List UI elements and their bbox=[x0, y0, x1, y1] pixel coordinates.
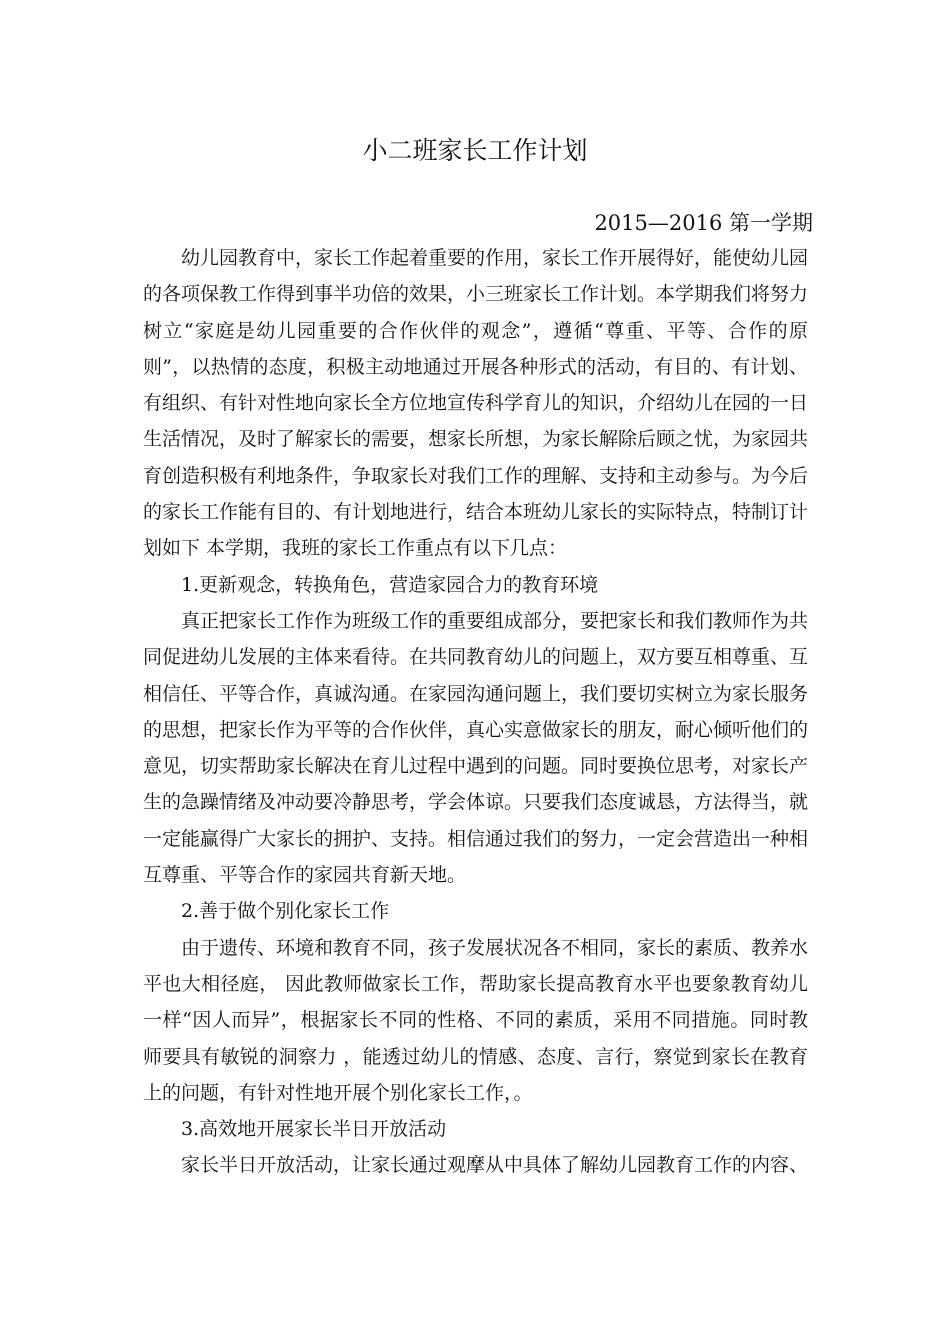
paragraph-section-2: 由于遗传、环境和教育不同，孩子发展状况各不相同，家长的素质、教养水平也大相径庭， 因此教师做家长工作，帮助家长提高教育水平也要象教育幼儿一样“因人而异”，根据家长不同的性格、不同的素质，采用不同措施。同时教师要具有敏锐的洞察力 ，能透过幼儿的情感、态度、言行，察觉到家长在教育上的问题，有针对性地开展个别化家长工作，。 bbox=[143, 936, 809, 1104]
section-heading-3: 3.高效地开展家长半日开放活动 bbox=[181, 1118, 447, 1141]
term-label: 2015—2016 第一学期 bbox=[594, 211, 813, 235]
page-title: 小二班家长工作计划 bbox=[362, 136, 588, 165]
paragraph-section-1: 真正把家长工作作为班级工作的重要组成部分，要把家长和我们教师作为共同促进幼儿发展的主体来看待。在共同教育幼儿的问题上，双方要互相尊重、互相信任、平等合作，真诚沟通。在家园沟通问题上，我们要切实树立为家长服务的思想，把家长作为平等的合作伙伴，真心实意做家长的朋友，耐心倾听他们的意见，切实帮助家长解决在育儿过程中遇到的问题。同时要换位思考，对家长产生的急躁情绪及冲动要冷静思考，学会体谅。只要我们态度诚恳，方法得当，就一定能赢得广大家长的拥护、支持。相信通过我们的努力，一定会营造出一种相互尊重、平等合作的家园共育新天地。 bbox=[143, 609, 809, 887]
paragraph-section-3: 家长半日开放活动，让家长通过观摩从中具体了解幼儿园教育工作的内容、 bbox=[181, 1154, 809, 1177]
section-heading-2: 2.善于做个别化家长工作 bbox=[181, 900, 390, 923]
paragraph-intro: 幼儿园教育中，家长工作起着重要的作用，家长工作开展得好，能使幼儿园的各项保教工作得到事半功倍的效果，小三班家长工作计划。本学期我们将努力树立“家庭是幼儿园重要的合作伙伴的观念”，遵循“尊重、平等、合作的原则”，以热情的态度，积极主动地通过开展各种形式的活动，有目的、有计划、有组织、有针对性地向家长全方位地宣传科学育儿的知识，介绍幼儿在园的一日生活情况，及时了解家长的需要，想家长所想，为家长解除后顾之忧，为家园共育创造积极有利地条件，争取家长对我们工作的理解、支持和主动参与。为今后的家长工作能有目的、有计划地进行，结合本班幼儿家长的实际特点，特制订计划如下 本学期，我班的家长工作重点有以下几点： bbox=[143, 247, 809, 560]
document-body bbox=[143, 240, 808, 1184]
section-heading-1: 1.更新观念，转换角色，营造家园合力的教育环境 bbox=[181, 573, 599, 596]
